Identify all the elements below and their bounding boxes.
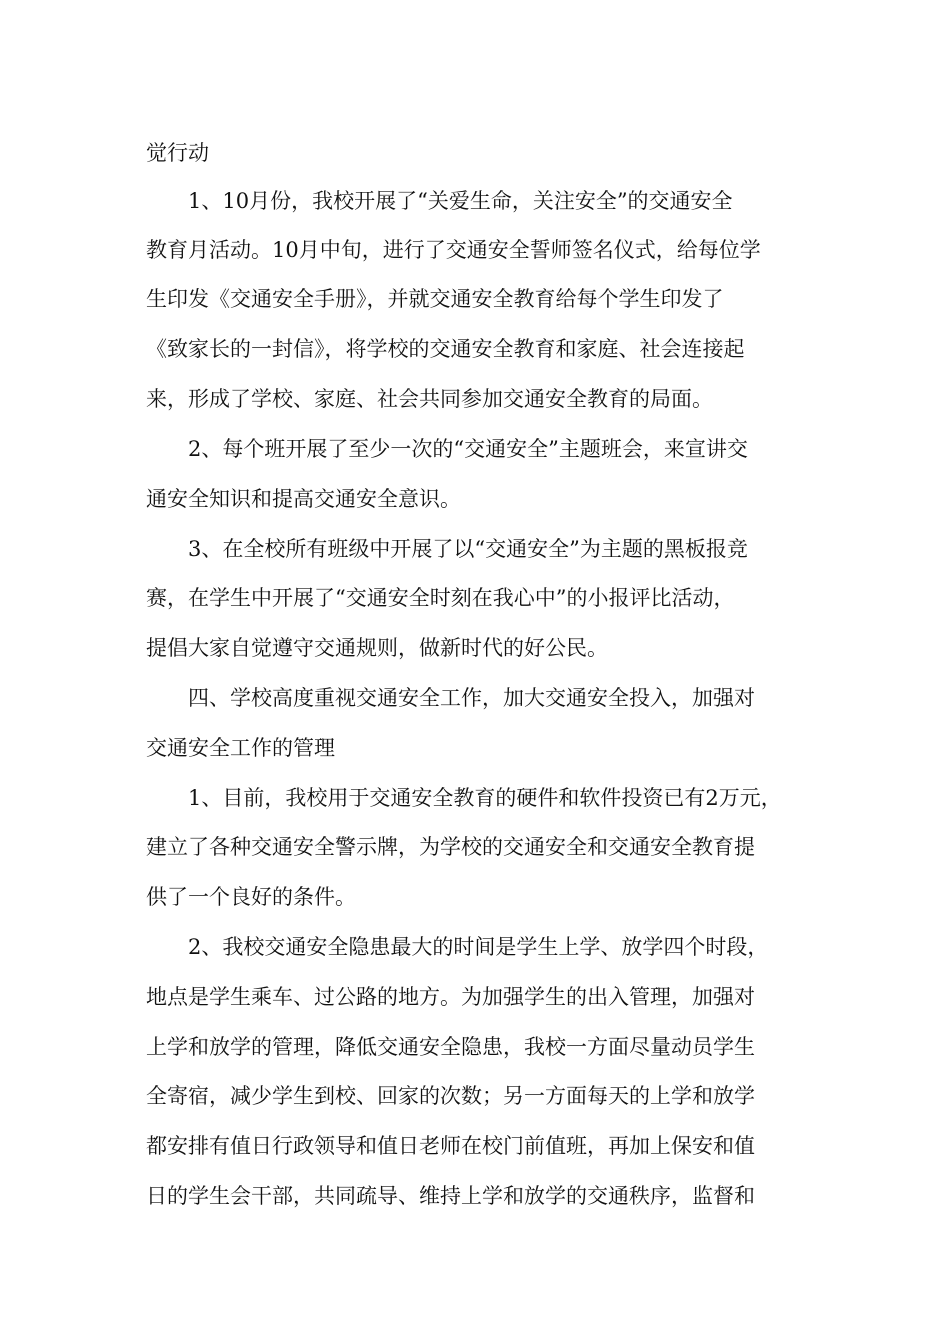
text-line: 建立了各种交通安全警示牌，为学校的交通安全和交通安全教育提 xyxy=(146,835,755,859)
text-line: 2、我校交通安全隐患最大的时间是学生上学、放学四个时段， xyxy=(188,935,769,959)
text-line: 1、10月份，我校开展了“关爱生命，关注安全”的交通安全 xyxy=(188,189,733,213)
text-line: 地点是学生乘车、过公路的地方。为加强学生的出入管理，加强对 xyxy=(146,985,755,1009)
text-line: 全寄宿，减少学生到校、回家的次数；另一方面每天的上学和放学 xyxy=(146,1084,755,1108)
text-line: 通安全知识和提高交通安全意识。 xyxy=(146,487,461,511)
text-line: 供了一个良好的条件。 xyxy=(146,885,356,909)
text-line: 提倡大家自觉遵守交通规则，做新时代的好公民。 xyxy=(146,636,608,660)
text-line: 赛，在学生中开展了“交通安全时刻在我心中”的小报评比活动， xyxy=(146,586,735,610)
text-line: 2、每个班开展了至少一次的“交通安全”主题班会，来宣讲交 xyxy=(188,437,748,461)
text-line: 《致家长的一封信》，将学校的交通安全教育和家庭、社会连接起 xyxy=(146,337,745,361)
text-line: 教育月活动。10月中旬，进行了交通安全誓师签名仪式，给每位学 xyxy=(146,238,761,262)
text-line: 生印发《交通安全手册》，并就交通安全教育给每个学生印发了 xyxy=(146,287,724,311)
text-line: 都安排有值日行政领导和值日老师在校门前值班，再加上保安和值 xyxy=(146,1134,755,1158)
text-line: 四、学校高度重视交通安全工作，加大交通安全投入，加强对 xyxy=(188,686,755,710)
text-line: 来，形成了学校、家庭、社会共同参加交通安全教育的局面。 xyxy=(146,387,713,411)
text-line: 1、目前，我校用于交通安全教育的硬件和软件投资已有2万元， xyxy=(188,786,782,810)
text-line: 3、在全校所有班级中开展了以“交通安全”为主题的黑板报竞 xyxy=(188,537,748,561)
text-line: 上学和放学的管理，降低交通安全隐患，我校一方面尽量动员学生 xyxy=(146,1035,755,1059)
text-line: 觉行动 xyxy=(146,141,209,165)
text-line: 日的学生会干部，共同疏导、维持上学和放学的交通秩序，监督和 xyxy=(146,1184,755,1208)
text-line: 交通安全工作的管理 xyxy=(146,736,335,760)
